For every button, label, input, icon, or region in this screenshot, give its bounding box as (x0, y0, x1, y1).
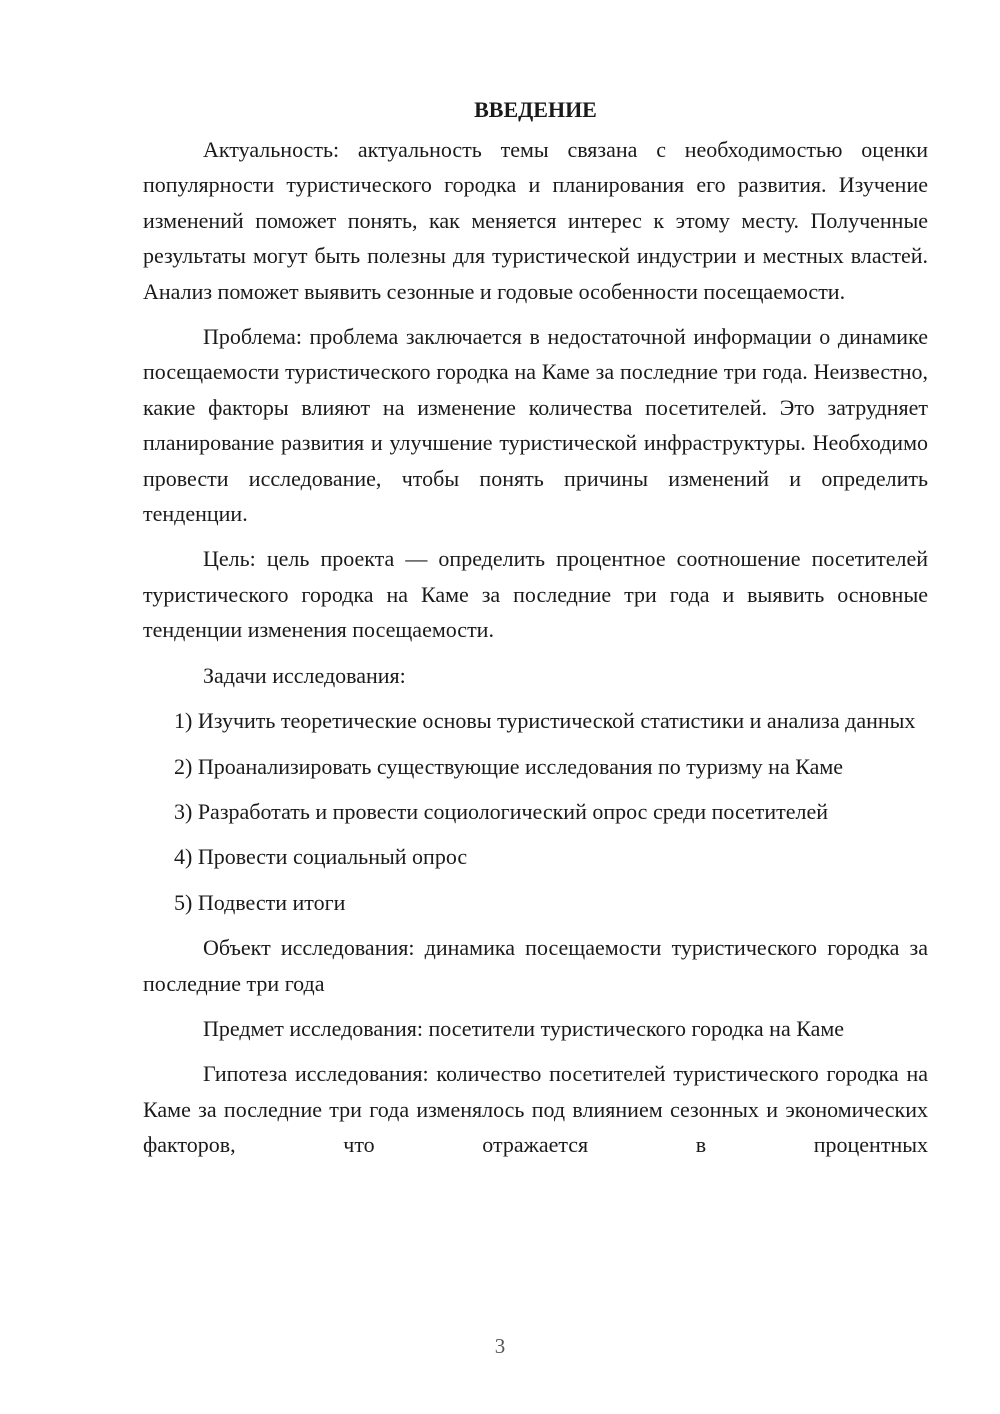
object-paragraph: Объект исследования: динамика посещаемости туристического городка за последние три года (143, 935, 928, 996)
page-content (143, 92, 928, 1173)
task-item-4: 4) Провести социальный опрос (174, 844, 468, 870)
relevance-paragraph: Актуальность: актуальность темы связана с необходимостью оценки популярности туристического городка и планирования его развития. Изучение изменений поможет понять, как меняется интерес к этому месту. Полученные результаты могут быть полезны для туристической индустрии и местных властей. Анализ поможет выявить сезонные и годовые особенности посещаемости. (143, 137, 928, 304)
task-item-5: 5) Подвести итоги (174, 889, 346, 915)
page-number: 3 (494, 1334, 506, 1358)
task-item-2: 2) Проанализировать существующие исследования по туризму на Каме (174, 753, 844, 779)
task-item-3: 3) Разработать и провести социологический опрос среди посетителей (174, 798, 829, 824)
goal-paragraph: Цель: цель проекта — определить процентное соотношение посетителей туристического городка на Каме за последние три года и выявить основные тенденции изменения посещаемости. (143, 546, 928, 643)
hypothesis-paragraph: Гипотеза исследования: количество посетителей туристического городка на Каме за последние три года изменялось под влиянием сезонных и экономических факторов, что отражается в процентных (143, 1061, 928, 1158)
subject-paragraph: Предмет исследования: посетители туристического городка на Каме (203, 1015, 845, 1041)
section-title: ВВЕДЕНИЕ (474, 97, 597, 122)
problem-paragraph: Проблема: проблема заключается в недостаточной информации о динамике посещаемости туристического городка на Каме за последние три года. Неизвестно, какие факторы влияют на изменение количества посетителей. Это затрудняет планирование развития и улучшение туристической инфраструктуры. Необходимо провести исследование, чтобы понять причины изменений и определить тенденции. (143, 324, 928, 527)
task-item-1: 1) Изучить теоретические основы туристической статистики и анализа данных (174, 708, 916, 734)
tasks-heading: Задачи исследования: (203, 662, 406, 688)
